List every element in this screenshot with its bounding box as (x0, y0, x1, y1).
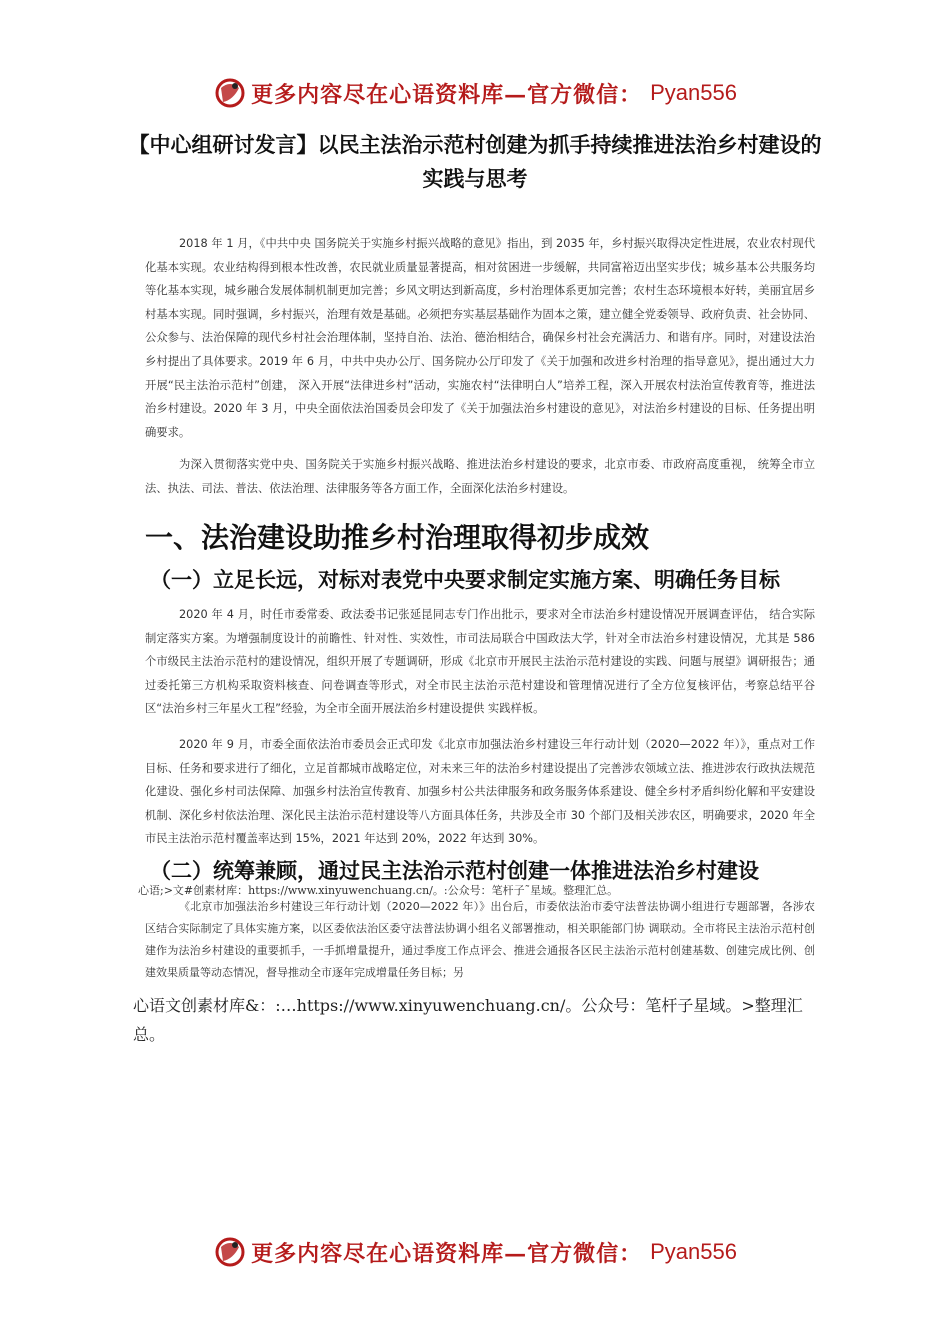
footer-banner (0, 1232, 950, 1272)
paragraph-sept-2020: 2020 年 9 月，市委全面依法治市委员会正式印发《北京市加强法治乡村建设三年行动计划（2020—2022 年）》，重点对工作目标、任务和要求进行了细化，立足首都城市战略定位，对未来三年的法治乡村建设提出了完善涉农领域立法、推进涉农行政执法规范化建设、强化乡村司法保障、加强乡村法治宣传教育、加强乡村公共法律服务和政务服务体系建设、健全乡村矛盾纠纷化解和平安建设机制、深化乡村依法治理、深化民主法治示范村建设等八方面具体任务，共涉及全市 30 个部门及相关涉农区，明确要求，2020 年全市民主法治示范村覆盖率达到 15%，2021 年达到 20%，2022 年达到 30%。 (145, 738, 815, 846)
banner-wechat-id: Pyan556 (650, 80, 737, 105)
banner-text: 更多内容尽在心语资料库—官方微信： (251, 1240, 643, 1267)
paragraph-action-plan: 《北京市加强法治乡村建设三年行动计划（2020—2022 年）》出台后，市委依法治市委守法普法协调小组进行专题部署，各涉农区结合实际制定了具体实施方案，以区委依法治区委守法普法协调小组名义部署推动，相关职能部门协 调联动。全市将民主法治示范村创建作为法治乡村建设的重要抓手，一手抓增量提升，通过季度工作点评会、推进会通报各区民主法治示范村创建基数、创建完成比例、创建效果质量等动态情况，督导推动全市逐年完成增量任务目标；另 (145, 900, 815, 979)
banner-wechat-id: Pyan556 (650, 1239, 737, 1264)
header-banner (0, 73, 950, 113)
watermark-line-small: 心语;>文#创素材库：https://www.xinyuwenchuang.cn/。:公众号：笔杆子˜星域。整理汇总。 (138, 884, 619, 897)
logo-icon (213, 1235, 247, 1269)
heading-section-1: 一、法治建设助推乡村治理取得初步成效 (145, 521, 650, 554)
paragraph-beijing: 为深入贯彻落实党中央、国务院关于实施乡村振兴战略、推进法治乡村建设的要求，北京市委、市政府高度重视， 统筹全市立法、执法、司法、普法、依法治理、法律服务等各方面工作，全面深化法治乡村建设。 (145, 458, 815, 495)
heading-subsection-1: （一）立足长远，对标对表党中央要求制定实施方案、明确任务目标 (150, 568, 780, 592)
heading-subsection-2: （二）统筹兼顾，通过民主法治示范村创建一体推进法治乡村建设 (150, 859, 759, 883)
document-title: 【中心组研讨发言】以民主法治示范村创建为抓手持续推进法治乡村建设的实践与思考 (128, 133, 822, 191)
watermark-line-large: 心语文创素材库&：:…https://www.xinyuwenchuang.cn/。公众号：笔杆子星域。>整理汇总。 (133, 996, 803, 1044)
paragraph-intro: 2018 年 1 月，《中共中央 国务院关于实施乡村振兴战略的意见》指出，到 2035 年，乡村振兴取得决定性进展，农业农村现代化基本实现。农业结构得到根本性改善，农民就业质量显著提高，相对贫困进一步缓解，共同富裕迈出坚实步伐；城乡基本公共服务均等化基本实现，城乡融合发展体制机制更加完善；乡风文明达到新高度，乡村治理体系更加完善；农村生态环境根本好转，美丽宜居乡村基本实现。同时强调，乡村振兴，治理有效是基础。必须把夯实基层基础作为固本之策，建立健全党委领导、政府负责、社会协同、公众参与、法治保障的现代乡村社会治理体制，坚持自治、法治、德治相结合，确保乡村社会充满活力、和谐有序。同时，对建设法治乡村提出了具体要求。2019 年 6 月，中共中央办公厅、国务院办公厅印发了《关于加强和改进乡村治理的指导意见》，提出通过大力开展“民主法治示范村”创建， 深入开展“法律进乡村”活动，实施农村“法律明白人”培养工程，深入开展农村法治宣传教育等，推进法治乡村建设。2020 年 3 月，中央全面依法治国委员会印发了《关于加强法治乡村建设的意见》，对法治乡村建设的目标、任务提出明确要求。 (145, 237, 815, 439)
banner-text: 更多内容尽在心语资料库—官方微信： (251, 81, 643, 108)
logo-icon (213, 76, 247, 110)
paragraph-april-2020: 2020 年 4 月，时任市委常委、政法委书记张延昆同志专门作出批示，要求对全市法治乡村建设情况开展调查评估， 结合实际制定落实方案。为增强制度设计的前瞻性、针对性、实效性，市司法局联合中国政法大学，针对全市法治乡村建设情况，尤其是 586 个市级民主法治示范村的建设情况，组织开展了专题调研，形成《北京市开展民主法治示范村建设的实践、问题与展望》调研报告；通过委托第三方机构采取资料核查、问卷调查等形式，对全市民主法治示范村建设和管理情况进行了全方位复核评估，考察总结平谷区“法治乡村三年星火工程”经验，为全市全面开展法治乡村建设提供 实践样板。 (145, 608, 815, 716)
